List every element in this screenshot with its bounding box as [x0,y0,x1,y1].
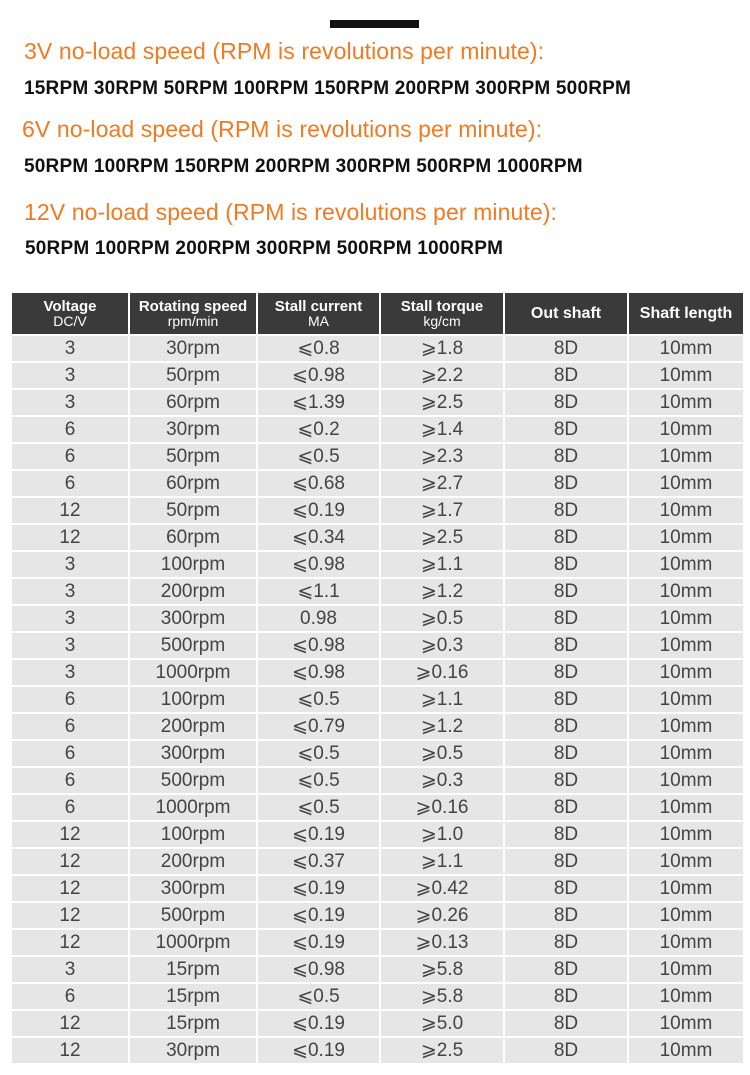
cell-shaft-length: 10mm [629,444,743,469]
cell-stall-current: ⩽0.98 [258,552,379,577]
cell-stall-torque: ⩾2.5 [381,525,503,550]
cell-voltage: 12 [12,822,128,847]
table-row [12,795,743,820]
cell-shaft-length: 10mm [629,417,743,442]
cell-out-shaft: 8D [505,849,627,874]
cell-voltage: 6 [12,471,128,496]
table-row [12,525,743,550]
cell-stall-current: ⩽0.19 [258,1038,379,1063]
cell-stall-current: ⩽0.98 [258,660,379,685]
cell-out-shaft: 8D [505,768,627,793]
cell-stall-torque: ⩾1.1 [381,687,503,712]
table-row [12,1011,743,1036]
cell-shaft-length: 10mm [629,363,743,388]
table-row [12,498,743,523]
cell-rotating-speed: 200rpm [130,579,256,604]
cell-rotating-speed: 300rpm [130,876,256,901]
cell-rotating-speed: 30rpm [130,417,256,442]
cell-stall-torque: ⩾2.5 [381,1038,503,1063]
cell-out-shaft: 8D [505,579,627,604]
cell-stall-current: ⩽0.98 [258,363,379,388]
cell-stall-current: ⩽0.98 [258,957,379,982]
cell-out-shaft: 8D [505,822,627,847]
cell-stall-current: ⩽0.5 [258,768,379,793]
speed-list-12v: 50RPM 100RPM 200RPM 300RPM 500RPM 1000RPM [25,238,504,259]
cell-shaft-length: 10mm [629,633,743,658]
cell-shaft-length: 10mm [629,957,743,982]
cell-stall-current: ⩽0.68 [258,471,379,496]
cell-stall-torque: ⩾0.42 [381,876,503,901]
cell-shaft-length: 10mm [629,768,743,793]
table-row [12,552,743,577]
cell-voltage: 3 [12,363,128,388]
cell-voltage: 3 [12,633,128,658]
table-row [12,471,743,496]
cell-out-shaft: 8D [505,795,627,820]
cell-shaft-length: 10mm [629,579,743,604]
table-row [12,633,743,658]
cell-out-shaft: 8D [505,741,627,766]
cell-rotating-speed: 200rpm [130,849,256,874]
cell-voltage: 6 [12,741,128,766]
header-voltage-unit: DC/V [53,312,87,329]
cell-stall-torque: ⩾1.4 [381,417,503,442]
cell-out-shaft: 8D [505,1011,627,1036]
table-row [12,579,743,604]
cell-stall-torque: ⩾0.5 [381,741,503,766]
cell-stall-torque: ⩾1.0 [381,822,503,847]
table-row [12,417,743,442]
cell-voltage: 3 [12,606,128,631]
cell-stall-torque: ⩾0.26 [381,903,503,928]
cell-stall-current: ⩽0.5 [258,795,379,820]
cell-rotating-speed: 1000rpm [130,660,256,685]
cell-voltage: 12 [12,849,128,874]
cell-out-shaft: 8D [505,606,627,631]
header-voltage [12,293,128,334]
cell-stall-current: ⩽1.1 [258,579,379,604]
cell-out-shaft: 8D [505,984,627,1009]
cell-voltage: 12 [12,903,128,928]
cell-voltage: 12 [12,1038,128,1063]
cell-stall-current: ⩽0.19 [258,903,379,928]
section-heading-3v: 3V no-load speed (RPM is revolutions per minute): [24,38,545,64]
cell-voltage: 6 [12,984,128,1009]
table-row [12,444,743,469]
cell-rotating-speed: 300rpm [130,606,256,631]
table-row [12,984,743,1009]
header-stall-torque [381,293,503,334]
header-out-shaft: Out shaft [505,293,627,334]
cell-voltage: 12 [12,525,128,550]
header-rotating-speed [130,293,256,334]
cell-rotating-speed: 60rpm [130,471,256,496]
cell-shaft-length: 10mm [629,795,743,820]
cell-rotating-speed: 100rpm [130,687,256,712]
cell-shaft-length: 10mm [629,552,743,577]
cell-out-shaft: 8D [505,552,627,577]
cell-shaft-length: 10mm [629,984,743,1009]
cell-stall-torque: ⩾1.2 [381,579,503,604]
cell-voltage: 3 [12,552,128,577]
cell-out-shaft: 8D [505,687,627,712]
top-divider-bar [330,20,419,28]
cell-voltage: 6 [12,444,128,469]
cell-out-shaft: 8D [505,660,627,685]
cell-stall-current: ⩽0.5 [258,741,379,766]
cell-shaft-length: 10mm [629,1038,743,1063]
cell-shaft-length: 10mm [629,714,743,739]
cell-stall-torque: ⩾5.8 [381,984,503,1009]
cell-stall-torque: ⩾1.1 [381,849,503,874]
cell-rotating-speed: 15rpm [130,957,256,982]
cell-shaft-length: 10mm [629,741,743,766]
cell-voltage: 12 [12,876,128,901]
cell-shaft-length: 10mm [629,390,743,415]
cell-out-shaft: 8D [505,930,627,955]
cell-rotating-speed: 30rpm [130,336,256,361]
cell-rotating-speed: 50rpm [130,363,256,388]
cell-rotating-speed: 30rpm [130,1038,256,1063]
cell-shaft-length: 10mm [629,525,743,550]
cell-stall-torque: ⩾5.0 [381,1011,503,1036]
header-voltage-label: Voltage [43,297,97,315]
cell-voltage: 6 [12,417,128,442]
cell-out-shaft: 8D [505,363,627,388]
cell-voltage: 6 [12,795,128,820]
cell-stall-torque: ⩾0.3 [381,633,503,658]
cell-stall-torque: ⩾2.7 [381,471,503,496]
cell-stall-torque: ⩾2.2 [381,363,503,388]
table-row [12,687,743,712]
table-row [12,768,743,793]
cell-stall-current: ⩽0.5 [258,444,379,469]
cell-rotating-speed: 300rpm [130,741,256,766]
cell-stall-current: ⩽0.37 [258,849,379,874]
cell-voltage: 6 [12,687,128,712]
header-shaft-length: Shaft length [629,293,743,334]
cell-stall-current: ⩽0.19 [258,822,379,847]
cell-out-shaft: 8D [505,498,627,523]
cell-stall-current: ⩽1.39 [258,390,379,415]
cell-rotating-speed: 60rpm [130,525,256,550]
cell-voltage: 3 [12,336,128,361]
cell-rotating-speed: 500rpm [130,903,256,928]
cell-stall-current: ⩽0.19 [258,930,379,955]
cell-out-shaft: 8D [505,417,627,442]
header-stall-torque-unit: kg/cm [423,312,461,329]
table-row [12,849,743,874]
table-row [12,930,743,955]
cell-out-shaft: 8D [505,876,627,901]
table-row [12,741,743,766]
cell-stall-current: ⩽0.5 [258,687,379,712]
cell-out-shaft: 8D [505,471,627,496]
section-heading-12v: 12V no-load speed (RPM is revolutions per minute): [24,199,557,225]
cell-shaft-length: 10mm [629,498,743,523]
table-row [12,822,743,847]
cell-shaft-length: 10mm [629,660,743,685]
cell-stall-torque: ⩾1.1 [381,552,503,577]
cell-voltage: 12 [12,1011,128,1036]
cell-out-shaft: 8D [505,1038,627,1063]
spec-table [10,291,745,1065]
cell-shaft-length: 10mm [629,687,743,712]
cell-out-shaft: 8D [505,336,627,361]
cell-rotating-speed: 500rpm [130,768,256,793]
cell-shaft-length: 10mm [629,876,743,901]
cell-stall-current: ⩽0.19 [258,498,379,523]
cell-voltage: 3 [12,660,128,685]
cell-stall-torque: ⩾1.2 [381,714,503,739]
cell-shaft-length: 10mm [629,930,743,955]
cell-voltage: 6 [12,714,128,739]
cell-stall-current: ⩽0.79 [258,714,379,739]
cell-stall-current: ⩽0.98 [258,633,379,658]
section-heading-6v: 6V no-load speed (RPM is revolutions per minute): [22,116,543,142]
cell-rotating-speed: 100rpm [130,552,256,577]
cell-stall-current: ⩽0.2 [258,417,379,442]
table-row [12,1038,743,1063]
cell-voltage: 12 [12,498,128,523]
cell-rotating-speed: 15rpm [130,984,256,1009]
table-row [12,714,743,739]
table-row [12,606,743,631]
cell-stall-current: ⩽0.34 [258,525,379,550]
cell-rotating-speed: 15rpm [130,1011,256,1036]
cell-rotating-speed: 60rpm [130,390,256,415]
cell-rotating-speed: 1000rpm [130,795,256,820]
header-stall-torque-label: Stall torque [400,297,484,315]
table-row [12,876,743,901]
speed-list-6v: 50RPM 100RPM 150RPM 200RPM 300RPM 500RPM 1000RPM [24,156,583,177]
cell-out-shaft: 8D [505,525,627,550]
cell-stall-torque: ⩾1.8 [381,336,503,361]
table-header-row [12,293,743,334]
cell-voltage: 3 [12,579,128,604]
cell-out-shaft: 8D [505,390,627,415]
cell-out-shaft: 8D [505,903,627,928]
cell-shaft-length: 10mm [629,471,743,496]
header-rotating-speed-label: Rotating speed [138,297,248,315]
cell-stall-torque: ⩾2.3 [381,444,503,469]
cell-rotating-speed: 50rpm [130,498,256,523]
cell-shaft-length: 10mm [629,336,743,361]
header-rotating-speed-unit: rpm/min [167,312,219,329]
table-row [12,390,743,415]
header-stall-current-label: Stall current [274,297,363,315]
cell-stall-current: 0.98 [258,606,379,631]
table-row [12,957,743,982]
cell-stall-torque: ⩾2.5 [381,390,503,415]
cell-stall-torque: ⩾0.13 [381,930,503,955]
cell-stall-torque: ⩾1.7 [381,498,503,523]
cell-rotating-speed: 1000rpm [130,930,256,955]
cell-voltage: 3 [12,390,128,415]
cell-out-shaft: 8D [505,714,627,739]
cell-shaft-length: 10mm [629,849,743,874]
cell-shaft-length: 10mm [629,606,743,631]
cell-out-shaft: 8D [505,957,627,982]
speed-list-3v: 15RPM 30RPM 50RPM 100RPM 150RPM 200RPM 300RPM 500RPM [24,78,632,99]
cell-out-shaft: 8D [505,444,627,469]
table-body [12,336,743,1063]
cell-stall-current: ⩽0.19 [258,876,379,901]
cell-shaft-length: 10mm [629,822,743,847]
cell-stall-torque: ⩾0.3 [381,768,503,793]
table-row [12,336,743,361]
cell-shaft-length: 10mm [629,903,743,928]
cell-stall-torque: ⩾0.16 [381,660,503,685]
table-row [12,903,743,928]
header-stall-current [258,293,379,334]
table-row [12,363,743,388]
cell-voltage: 3 [12,957,128,982]
cell-rotating-speed: 500rpm [130,633,256,658]
cell-rotating-speed: 100rpm [130,822,256,847]
cell-shaft-length: 10mm [629,1011,743,1036]
cell-stall-current: ⩽0.19 [258,1011,379,1036]
cell-stall-torque: ⩾0.5 [381,606,503,631]
cell-stall-current: ⩽0.5 [258,984,379,1009]
cell-rotating-speed: 200rpm [130,714,256,739]
header-stall-current-unit: MA [308,312,329,329]
cell-voltage: 6 [12,768,128,793]
cell-voltage: 12 [12,930,128,955]
cell-stall-torque: ⩾5.8 [381,957,503,982]
cell-out-shaft: 8D [505,633,627,658]
cell-rotating-speed: 50rpm [130,444,256,469]
table-row [12,660,743,685]
cell-stall-current: ⩽0.8 [258,336,379,361]
cell-stall-torque: ⩾0.16 [381,795,503,820]
